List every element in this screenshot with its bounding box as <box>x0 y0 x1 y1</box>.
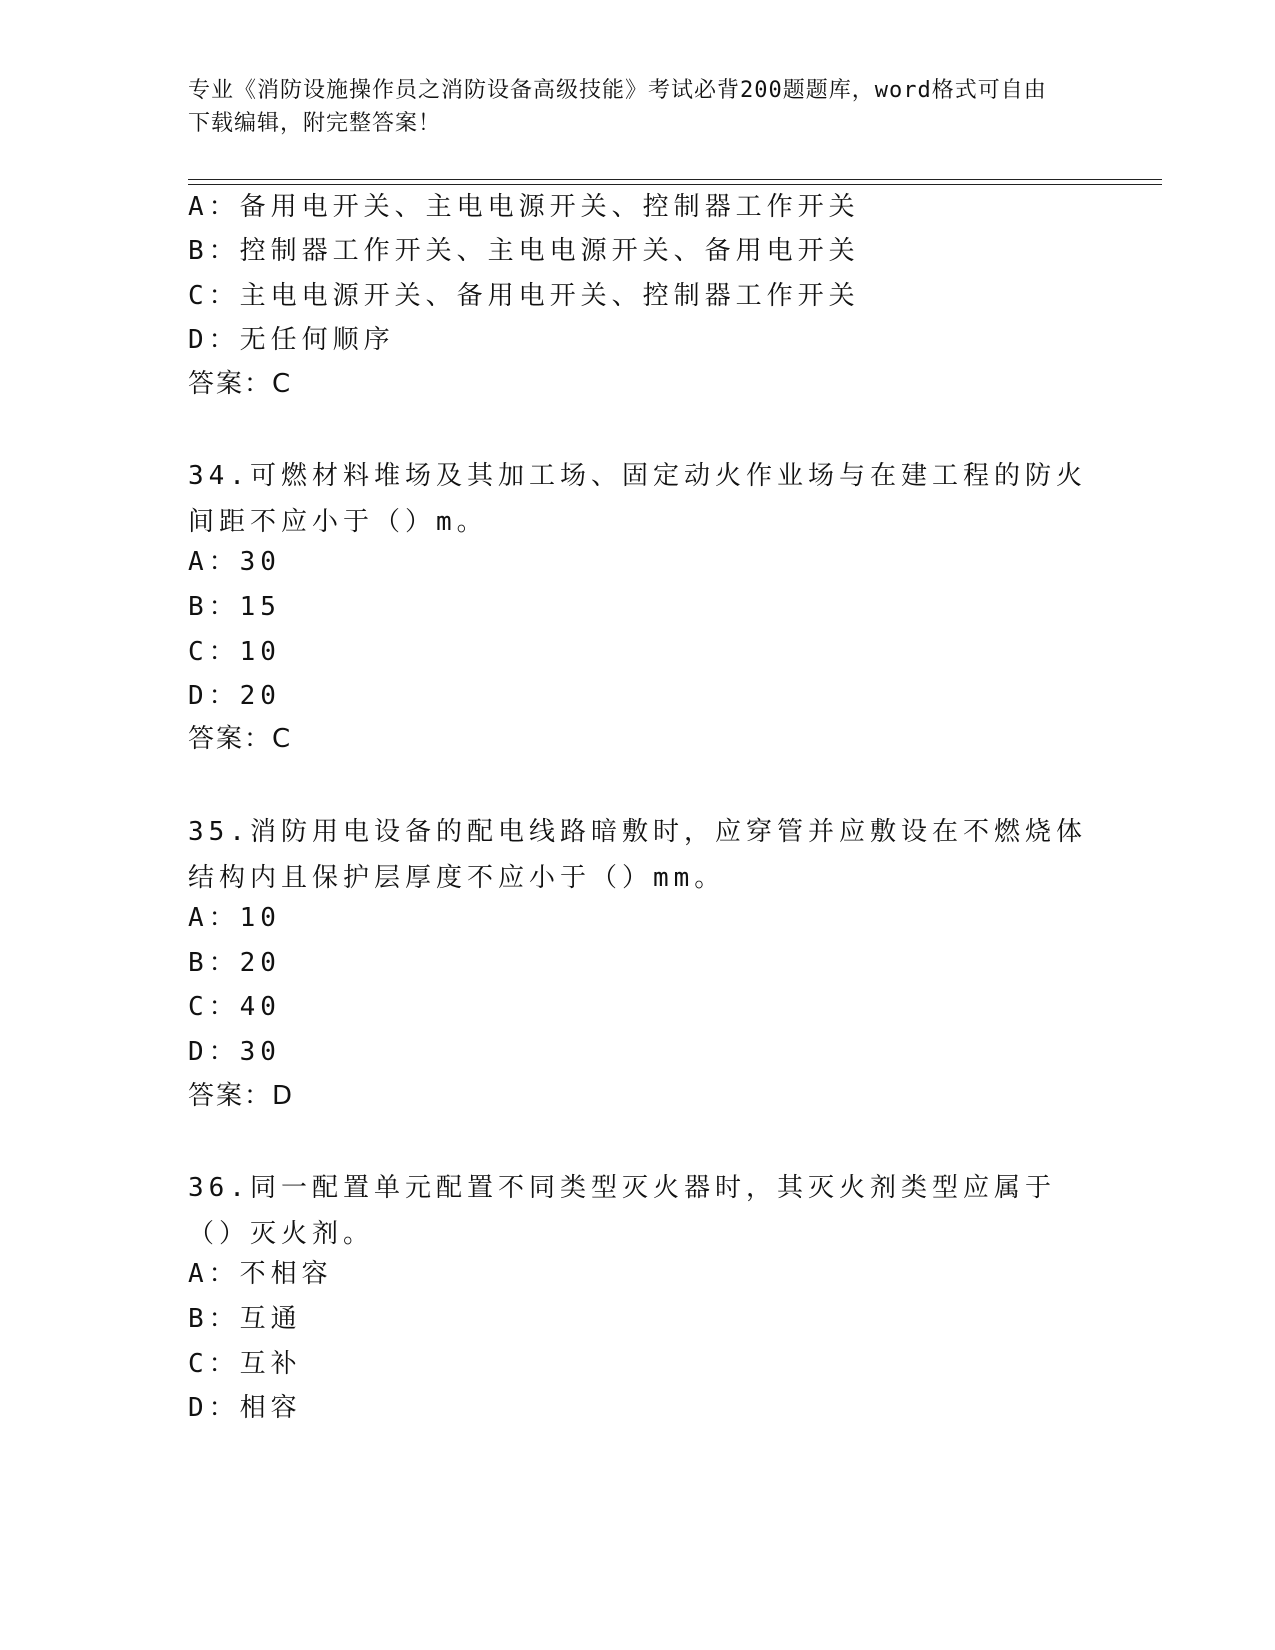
document-header: 专业《消防设施操作员之消防设备高级技能》考试必背200题题库，word格式可自由下载编辑，附完整答案！ <box>188 78 1047 136</box>
q33-option-c: C：主电电源开关、备用电开关、控制器工作开关 <box>188 281 860 311</box>
q35-option-d: D：30 <box>188 1037 281 1067</box>
q34-answer: 答案：C <box>188 724 293 754</box>
q35-question: 35.消防用电设备的配电线路暗敷时，应穿管并应敷设在不燃烧体结构内且保护层厚度不应小于（）mm。 <box>188 817 1087 893</box>
q33-option-a: A：备用电开关、主电电源开关、控制器工作开关 <box>188 192 860 222</box>
header-divider-bottom <box>188 184 1162 185</box>
q36-option-d: D：相容 <box>188 1393 302 1423</box>
q34-option-a: A：30 <box>188 547 281 577</box>
q34-option-c: C：10 <box>188 637 281 667</box>
q33-answer: 答案：C <box>188 369 293 399</box>
q36-option-c: C：互补 <box>188 1349 302 1379</box>
q36-option-b: B：互通 <box>188 1304 302 1334</box>
header-divider-top <box>188 179 1162 180</box>
q36-question: 36.同一配置单元配置不同类型灭火器时，其灭火剂类型应属于（）灭火剂。 <box>188 1173 1056 1249</box>
q34-question: 34.可燃材料堆场及其加工场、固定动火作业场与在建工程的防火间距不应小于（）m。 <box>188 461 1087 537</box>
q33-option-d: D：无任何顺序 <box>188 325 395 355</box>
q35-option-b: B：20 <box>188 948 281 978</box>
q34-option-d: D：20 <box>188 681 281 711</box>
q33-option-b: B：控制器工作开关、主电电源开关、备用电开关 <box>188 236 860 266</box>
q34-option-b: B：15 <box>188 592 281 622</box>
q36-option-a: A：不相容 <box>188 1259 333 1289</box>
q35-answer: 答案：D <box>188 1081 295 1111</box>
q35-option-c: C：40 <box>188 992 281 1022</box>
q35-option-a: A：10 <box>188 903 281 933</box>
